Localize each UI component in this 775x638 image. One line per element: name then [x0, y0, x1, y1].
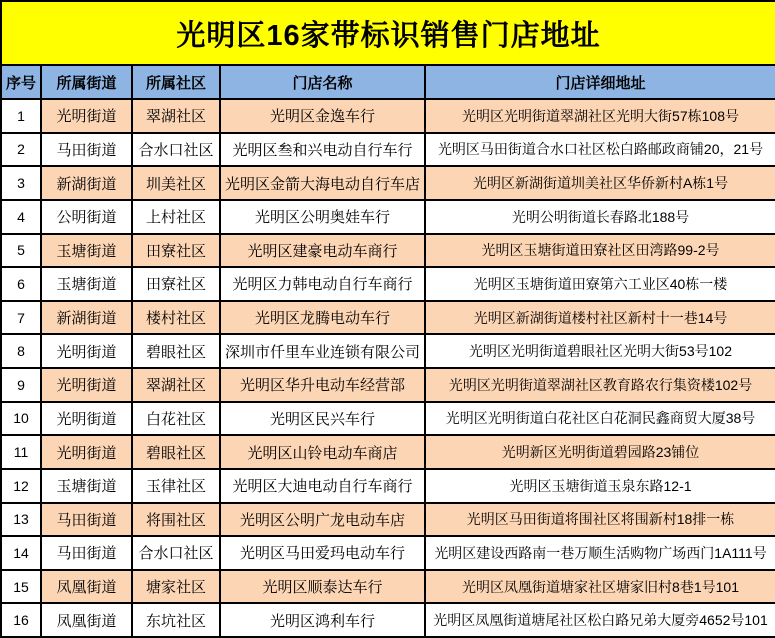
cell-street: 光明街道 [41, 334, 132, 368]
cell-store-name: 光明区金箭大海电动自行车店 [220, 166, 425, 200]
cell-store-name: 光明区顺泰达车行 [220, 570, 425, 604]
cell-store-name: 光明区马田爱玛电动车行 [220, 536, 425, 570]
table-row [1, 603, 775, 637]
table-row [1, 133, 775, 167]
cell-community: 田寮社区 [132, 234, 220, 268]
column-header-serial: 序号 [1, 65, 41, 99]
table-row [1, 267, 775, 301]
table-row [1, 166, 775, 200]
cell-street: 马田街道 [41, 133, 132, 167]
table-row [1, 200, 775, 234]
cell-address: 光明区建设西路南一巷万顺生活购物广场西门1A111号 [425, 536, 775, 570]
table-row [1, 402, 775, 436]
cell-address: 光明区光明街道白花社区白花洞民鑫商贸大厦38号 [425, 402, 775, 436]
cell-store-name: 光明区龙腾电动车行 [220, 301, 425, 335]
page-title: 光明区16家带标识销售门店地址 [1, 1, 775, 65]
cell-store-name: 光明区力韩电动自行车商行 [220, 267, 425, 301]
table-row [1, 503, 775, 537]
title-row [1, 1, 775, 65]
cell-serial: 4 [1, 200, 41, 234]
table-row [1, 368, 775, 402]
table-row [1, 536, 775, 570]
cell-community: 将围社区 [132, 503, 220, 537]
cell-store-name: 光明区叁和兴电动自行车行 [220, 133, 425, 167]
cell-street: 光明街道 [41, 402, 132, 436]
cell-address: 光明区新湖街道楼村社区新村十一巷14号 [425, 301, 775, 335]
cell-street: 新湖街道 [41, 166, 132, 200]
cell-store-name: 光明区民兴车行 [220, 402, 425, 436]
cell-store-name: 深圳市仟里车业连锁有限公司 [220, 334, 425, 368]
cell-community: 合水口社区 [132, 536, 220, 570]
cell-address: 光明新区光明街道碧园路23铺位 [425, 435, 775, 469]
cell-community: 玉律社区 [132, 469, 220, 503]
cell-street: 马田街道 [41, 536, 132, 570]
table-body [1, 99, 775, 637]
table-row [1, 99, 775, 133]
cell-community: 田寮社区 [132, 267, 220, 301]
cell-serial: 12 [1, 469, 41, 503]
table-row [1, 234, 775, 268]
cell-store-name: 光明区华升电动车经营部 [220, 368, 425, 402]
cell-store-name: 光明区建豪电动车商行 [220, 234, 425, 268]
table-row [1, 334, 775, 368]
table-row [1, 570, 775, 604]
cell-serial: 3 [1, 166, 41, 200]
cell-store-name: 光明区金逸车行 [220, 99, 425, 133]
cell-street: 新湖街道 [41, 301, 132, 335]
cell-store-name: 光明区大迪电动自行车商行 [220, 469, 425, 503]
cell-community: 翠湖社区 [132, 99, 220, 133]
cell-serial: 11 [1, 435, 41, 469]
cell-address: 光明区光明街道翠湖社区光明大街57栋108号 [425, 99, 775, 133]
table-row [1, 469, 775, 503]
cell-serial: 14 [1, 536, 41, 570]
cell-store-name: 光明区公明奥娃车行 [220, 200, 425, 234]
table-row [1, 435, 775, 469]
cell-address: 光明区玉塘街道田寮社区田湾路99-2号 [425, 234, 775, 268]
column-header-street: 所属街道 [41, 65, 132, 99]
cell-address: 光明区玉塘街道田寮第六工业区40栋一楼 [425, 267, 775, 301]
cell-serial: 13 [1, 503, 41, 537]
cell-serial: 7 [1, 301, 41, 335]
cell-community: 碧眼社区 [132, 334, 220, 368]
cell-community: 塘家社区 [132, 570, 220, 604]
cell-serial: 9 [1, 368, 41, 402]
column-header-store: 门店名称 [220, 65, 425, 99]
cell-serial: 2 [1, 133, 41, 167]
cell-street: 光明街道 [41, 368, 132, 402]
cell-serial: 5 [1, 234, 41, 268]
cell-street: 公明街道 [41, 200, 132, 234]
cell-community: 合水口社区 [132, 133, 220, 167]
cell-serial: 6 [1, 267, 41, 301]
cell-street: 马田街道 [41, 503, 132, 537]
cell-address: 光明区凤凰街道塘尾社区松白路兄弟大厦旁4652号101 [425, 603, 775, 637]
cell-street: 凤凰街道 [41, 603, 132, 637]
cell-address: 光明区马田街道合水口社区松白路邮政商铺20，21号 [425, 133, 775, 167]
cell-community: 白花社区 [132, 402, 220, 436]
cell-community: 圳美社区 [132, 166, 220, 200]
cell-community: 上村社区 [132, 200, 220, 234]
cell-serial: 10 [1, 402, 41, 436]
cell-community: 碧眼社区 [132, 435, 220, 469]
cell-serial: 15 [1, 570, 41, 604]
cell-community: 翠湖社区 [132, 368, 220, 402]
cell-address: 光明公明街道长春路北188号 [425, 200, 775, 234]
column-header-address: 门店详细地址 [425, 65, 775, 99]
cell-address: 光明区玉塘街道玉泉东路12-1 [425, 469, 775, 503]
column-header-row [1, 65, 775, 99]
cell-store-name: 光明区鸿利车行 [220, 603, 425, 637]
column-header-community: 所属社区 [132, 65, 220, 99]
cell-community: 东坑社区 [132, 603, 220, 637]
cell-address: 光明区光明街道翠湖社区教育路农行集资楼102号 [425, 368, 775, 402]
cell-community: 楼村社区 [132, 301, 220, 335]
table-row [1, 301, 775, 335]
cell-serial: 16 [1, 603, 41, 637]
cell-street: 玉塘街道 [41, 267, 132, 301]
cell-address: 光明区光明街道碧眼社区光明大街53号102 [425, 334, 775, 368]
cell-serial: 8 [1, 334, 41, 368]
cell-street: 玉塘街道 [41, 234, 132, 268]
cell-street: 玉塘街道 [41, 469, 132, 503]
cell-store-name: 光明区公明广龙电动车店 [220, 503, 425, 537]
cell-address: 光明区马田街道将围社区将围新村18排一栋 [425, 503, 775, 537]
cell-street: 凤凰街道 [41, 570, 132, 604]
cell-address: 光明区凤凰街道塘家社区塘家旧村8巷1号101 [425, 570, 775, 604]
cell-street: 光明街道 [41, 99, 132, 133]
cell-store-name: 光明区山铃电动车商店 [220, 435, 425, 469]
cell-address: 光明区新湖街道圳美社区华侨新村A栋1号 [425, 166, 775, 200]
cell-serial: 1 [1, 99, 41, 133]
cell-street: 光明街道 [41, 435, 132, 469]
